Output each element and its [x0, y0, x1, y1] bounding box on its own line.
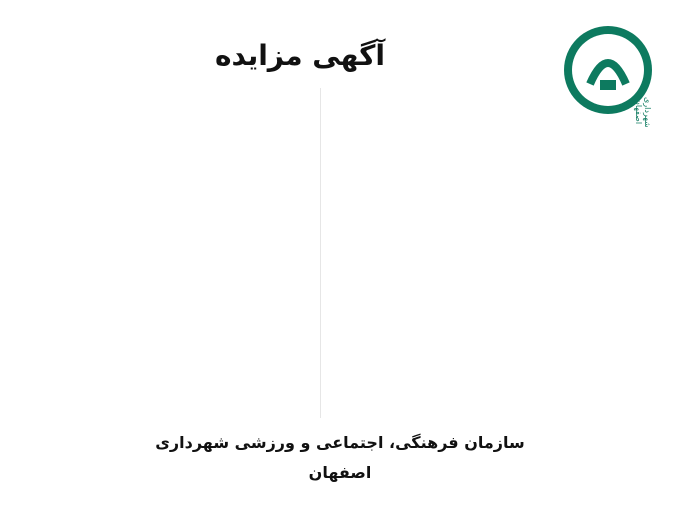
left-column — [32, 88, 314, 418]
column-divider — [320, 88, 321, 418]
org-logo — [560, 22, 656, 132]
logo-caption: شهرداری اصفهان — [634, 96, 652, 128]
footer-org-name: سازمان فرهنگی، اجتماعی و ورزشی شهرداری اصفهان — [155, 433, 525, 482]
page-title: آگهی مزایده — [214, 39, 385, 72]
right-column — [320, 56, 560, 416]
notice-page — [30, 14, 660, 510]
